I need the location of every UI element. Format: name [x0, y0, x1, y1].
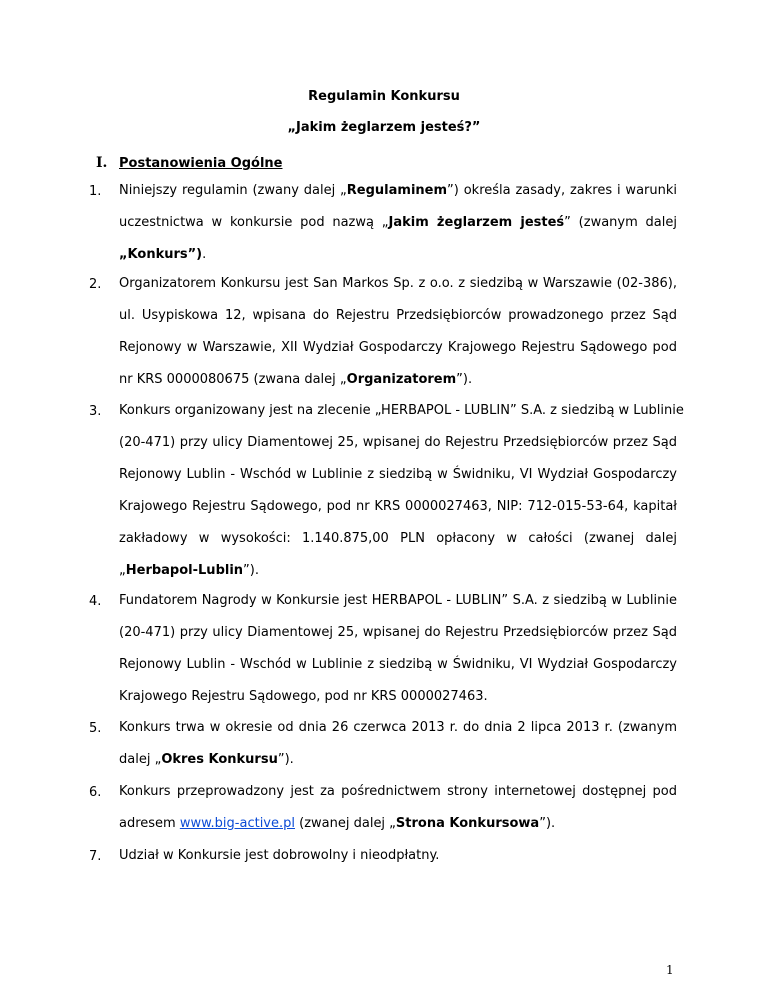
item-number: 3.: [89, 404, 102, 419]
paragraph: Konkurs organizowany jest na zlecenie „HERBAPOL - LUBLIN” S.A. z siedzibą w Lublinie (20-471) przy ulicy Diamentowej 25, wpisanej do Rejestru Przedsiębiorców przez Sąd Rejonowy Lublin - Wschód w Lublinie z siedzibą w Świdniku, VI Wydział Gospodarczy Krajowego Rejestru Sądowego, pod nr KRS 0000027463, NIP: 712-015-53-64, kapitał zakładowy w wysokości: 1.140.875,00 PLN opłacony w całości (zwanej dalej „Herbapol-Lublin”).: [119, 403, 684, 578]
paragraph: Organizatorem Konkursu jest San Markos Sp. z o.o. z siedzibą w Warszawie (02-386), ul. Usypiskowa 12, wpisana do Rejestru Przedsiębiorców prowadzonego przez Sąd Rejonowy w Warszawie, XII Wydział Gospodarczy Krajowego Rejestru Sądowego pod nr KRS 0000080675 (zwana dalej „Organizatorem”).: [119, 276, 677, 387]
website-link[interactable]: www.big-active.pl: [179, 816, 295, 831]
paragraph: Konkurs trwa w okresie od dnia 26 czerwca 2013 r. do dnia 2 lipca 2013 r. (zwanym dalej „Okres Konkursu”).: [119, 720, 677, 767]
paragraph: Fundatorem Nagrody w Konkursie jest HERBAPOL - LUBLIN” S.A. z siedzibą w Lublinie (20-471) przy ulicy Diamentowej 25, wpisanej do Rejestru Przedsiębiorców przez Sąd Rejonowy Lublin - Wschód w Lublinie z siedzibą w Świdniku, VI Wydział Gospodarczy Krajowego Rejestru Sądowego, pod nr KRS 0000027463.: [119, 593, 677, 704]
item-number: 7.: [89, 849, 102, 864]
item-number: 1.: [89, 184, 102, 199]
paragraph: Udział w Konkursie jest dobrowolny i nieodpłatny.: [119, 848, 440, 863]
paragraph: Konkurs przeprowadzony jest za pośrednictwem strony internetowej dostępnej pod adresem www.big-active.pl (zwanej dalej „Strona Konkursowa”).: [119, 784, 677, 831]
section-number: I.: [96, 155, 108, 171]
page-number: 1: [666, 963, 674, 977]
item-number: 6.: [89, 785, 102, 800]
document-title: Regulamin Konkursu: [308, 89, 460, 104]
item-number: 5.: [89, 721, 102, 736]
item-number: 2.: [89, 277, 102, 292]
contest-name: „Jakim żeglarzem jesteś?”: [287, 120, 481, 135]
item-number: 4.: [89, 594, 102, 609]
paragraph: Niniejszy regulamin (zwany dalej „Regulaminem”) określa zasady, zakres i warunki uczestnictwa w konkursie pod nazwą „Jakim żeglarzem jesteś” (zwanym dalej „Konkurs”).: [119, 183, 677, 262]
section-title: Postanowienia Ogólne: [119, 156, 283, 171]
